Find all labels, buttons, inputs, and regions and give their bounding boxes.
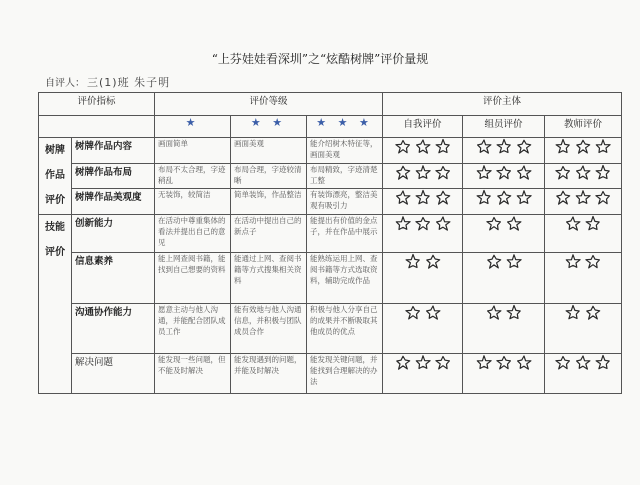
level-2-description: 能通过上网、查阅书籍等方式搜集相关资料 <box>231 252 307 303</box>
peer-eval-stars <box>463 354 545 394</box>
hand-drawn-star-icon <box>594 189 612 207</box>
self-eval-stars <box>383 189 463 215</box>
rubric-table <box>38 92 622 394</box>
hand-drawn-star-icon <box>475 354 493 372</box>
header-indicator: 评价指标 <box>39 93 155 116</box>
hand-drawn-star-icon <box>394 138 412 156</box>
peer-eval-stars <box>463 137 545 163</box>
indicator-label: 创新能力 <box>72 215 155 253</box>
hand-drawn-star-icon <box>434 164 452 182</box>
hand-drawn-star-icon <box>434 215 452 233</box>
level-1-stars: ★ <box>185 115 200 129</box>
level-3-stars: ★ ★ ★ <box>316 115 373 129</box>
hand-drawn-star-icon <box>404 304 422 322</box>
level-3-description: 布局精致，字迹清楚工整 <box>307 163 383 189</box>
group-label-line: 评价 <box>45 194 65 206</box>
hand-drawn-star-icon <box>594 164 612 182</box>
hand-drawn-star-icon <box>394 354 412 372</box>
hand-drawn-star-icon <box>554 189 572 207</box>
evaluator-label: 自评人： <box>45 78 85 89</box>
hand-drawn-star-icon <box>485 253 503 271</box>
hand-drawn-star-icon <box>414 215 432 233</box>
level-2-description: 布局合理，字迹较清晰 <box>231 163 307 189</box>
hand-drawn-star-icon <box>414 164 432 182</box>
peer-eval-stars <box>463 252 545 303</box>
header-blank <box>39 115 155 137</box>
teacher-eval-stars <box>545 354 622 394</box>
level-1-description: 布局不太合理，字迹稍乱 <box>155 163 231 189</box>
level-2-description: 能发现遇到的问题，并能及时解决 <box>231 354 307 394</box>
header-self-eval: 自我评价 <box>383 115 463 137</box>
hand-drawn-star-icon <box>594 138 612 156</box>
teacher-eval-stars <box>545 303 622 354</box>
indicator-label: 沟通协作能力 <box>72 303 155 354</box>
self-eval-stars <box>383 303 463 354</box>
hand-drawn-star-icon <box>584 304 602 322</box>
peer-eval-stars <box>463 189 545 215</box>
self-eval-stars <box>383 163 463 189</box>
level-1-description: 能上网查阅书籍，能找到自己想要的资料 <box>155 252 231 303</box>
hand-drawn-star-icon <box>495 354 513 372</box>
hand-drawn-star-icon <box>404 253 422 271</box>
hand-drawn-star-icon <box>414 138 432 156</box>
hand-drawn-star-icon <box>574 138 592 156</box>
hand-drawn-star-icon <box>564 304 582 322</box>
teacher-eval-stars <box>545 163 622 189</box>
level-3-description: 能介绍树木特征等，画面美观 <box>307 137 383 163</box>
level-3-description: 有装饰漂亮，整洁美观有吸引力 <box>307 189 383 215</box>
hand-drawn-star-icon <box>564 215 582 233</box>
level-3-description: 能提出有价值的金点子，并在作品中展示 <box>307 215 383 253</box>
teacher-eval-stars <box>545 137 622 163</box>
indicator-label: 解决问题 <box>72 354 155 394</box>
peer-eval-stars <box>463 215 545 253</box>
hand-drawn-star-icon <box>515 164 533 182</box>
hand-drawn-star-icon <box>495 189 513 207</box>
table-row <box>39 137 622 163</box>
level-3-description: 能发现关键问题，并能找到合理解决的办法 <box>307 354 383 394</box>
hand-drawn-star-icon <box>414 354 432 372</box>
hand-drawn-star-icon <box>515 138 533 156</box>
level-2-description: 在活动中提出自己的新点子 <box>231 215 307 253</box>
teacher-eval-stars <box>545 189 622 215</box>
hand-drawn-star-icon <box>475 164 493 182</box>
hand-drawn-star-icon <box>554 138 572 156</box>
hand-drawn-star-icon <box>394 189 412 207</box>
hand-drawn-star-icon <box>394 215 412 233</box>
hand-drawn-star-icon <box>554 164 572 182</box>
hand-drawn-star-icon <box>564 253 582 271</box>
hand-drawn-star-icon <box>574 354 592 372</box>
evaluator-signature: 三(1)班 朱子明 <box>87 76 171 89</box>
hand-drawn-star-icon <box>434 189 452 207</box>
level-1-description: 能发现一些问题，但不能及时解决 <box>155 354 231 394</box>
level-1-description: 画面简单 <box>155 137 231 163</box>
self-eval-stars <box>383 252 463 303</box>
hand-drawn-star-icon <box>495 164 513 182</box>
evaluator-line <box>45 74 170 90</box>
hand-drawn-star-icon <box>495 138 513 156</box>
hand-drawn-star-icon <box>554 354 572 372</box>
hand-drawn-star-icon <box>505 215 523 233</box>
level-2-description: 画面美观 <box>231 137 307 163</box>
level-3-description: 能熟练运用上网、查阅书籍等方式选取资料，辅助完成作品 <box>307 252 383 303</box>
indicator-label: 树牌作品美观度 <box>72 189 155 215</box>
header-teacher-eval: 教师评价 <box>545 115 622 137</box>
hand-drawn-star-icon <box>475 189 493 207</box>
level-1-description: 无装饰，较简洁 <box>155 189 231 215</box>
table-row <box>39 189 622 215</box>
peer-eval-stars <box>463 303 545 354</box>
self-eval-stars <box>383 354 463 394</box>
indicator-label: 树牌作品内容 <box>72 137 155 163</box>
hand-drawn-star-icon <box>594 354 612 372</box>
page-title: “上芬娃娃看深圳”之“炫酷树牌”评价量规 <box>211 52 429 66</box>
indicator-label: 信息素养 <box>72 252 155 303</box>
level-2-description: 能有效地与他人沟通信息，并积极与团队成员合作 <box>231 303 307 354</box>
hand-drawn-star-icon <box>434 354 452 372</box>
table-row <box>39 303 622 354</box>
table-row <box>39 163 622 189</box>
teacher-eval-stars <box>545 215 622 253</box>
hand-drawn-star-icon <box>574 164 592 182</box>
hand-drawn-star-icon <box>424 304 442 322</box>
hand-drawn-star-icon <box>584 253 602 271</box>
level-2-description: 简单装饰，作品整洁 <box>231 189 307 215</box>
teacher-eval-stars <box>545 252 622 303</box>
level-2-stars: ★ ★ <box>250 115 287 129</box>
level-3-description: 积极与他人分享自己的成果并不断吸取其他成员的优点 <box>307 303 383 354</box>
group-label-line: 评价 <box>45 247 65 259</box>
hand-drawn-star-icon <box>515 354 533 372</box>
group-label-line: 技能 <box>45 222 65 234</box>
header-peer-eval: 组员评价 <box>463 115 545 137</box>
table-row <box>39 354 622 394</box>
hand-drawn-star-icon <box>414 189 432 207</box>
hand-drawn-star-icon <box>505 253 523 271</box>
table-row <box>39 252 622 303</box>
table-row <box>39 215 622 253</box>
level-1-description: 在活动中尊重集体的看法并提出自己的意见 <box>155 215 231 253</box>
group-label <box>39 137 72 214</box>
level-1-description: 愿意主动与他人沟通，并能配合团队成员工作 <box>155 303 231 354</box>
header-levels: 评价等级 <box>155 93 383 116</box>
hand-drawn-star-icon <box>394 164 412 182</box>
peer-eval-stars <box>463 163 545 189</box>
hand-drawn-star-icon <box>584 215 602 233</box>
group-label <box>39 215 72 394</box>
self-eval-stars <box>383 215 463 253</box>
hand-drawn-star-icon <box>485 304 503 322</box>
hand-drawn-star-icon <box>434 138 452 156</box>
indicator-label: 树牌作品布局 <box>72 163 155 189</box>
hand-drawn-star-icon <box>515 189 533 207</box>
hand-drawn-star-icon <box>485 215 503 233</box>
hand-drawn-star-icon <box>505 304 523 322</box>
group-label-line: 作品 <box>45 169 65 181</box>
header-subject: 评价主体 <box>383 93 622 116</box>
hand-drawn-star-icon <box>475 138 493 156</box>
group-label-line: 树牌 <box>45 144 65 156</box>
self-eval-stars <box>383 137 463 163</box>
hand-drawn-star-icon <box>574 189 592 207</box>
hand-drawn-star-icon <box>424 253 442 271</box>
